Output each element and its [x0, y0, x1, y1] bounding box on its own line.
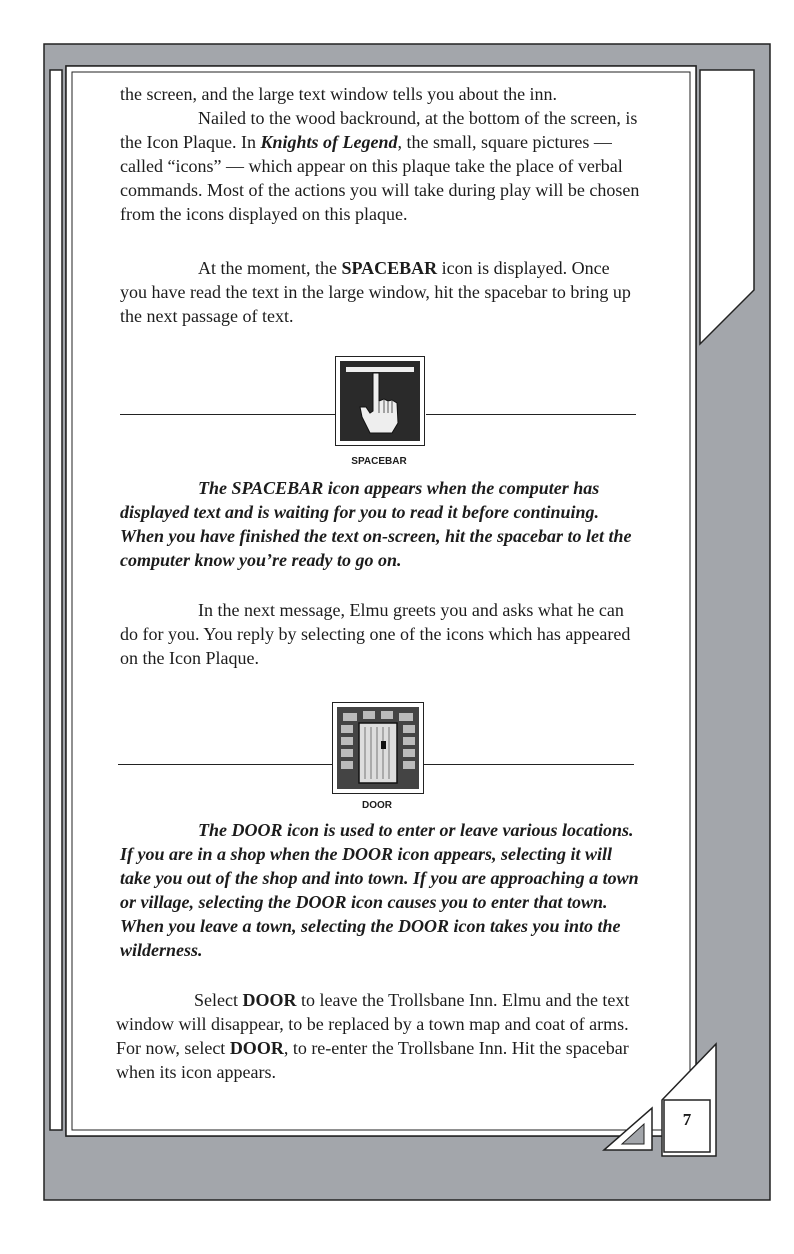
door-picture-icon	[337, 707, 419, 789]
para4-text: In the next message, Elmu greets you and asks what he can do for you. You reply by selecting one of the icons which has appeared on the Icon Plaque.	[120, 600, 631, 668]
para3-c: icon is displayed. Once you have read the text in the large window, hit the spacebar to bring up the next passage of text.	[120, 258, 631, 326]
para1-text: the screen, and the large text window tells you about the inn.	[120, 84, 558, 104]
frame-bottom-left-bevel	[50, 70, 62, 1130]
paragraph-3	[120, 256, 640, 328]
spacebar-rule-right	[426, 414, 636, 415]
door-note-text: The DOOR icon is used to enter or leave various locations. If you are in a shop when the DOOR icon appears, selecting it will take you out of the shop and into town. If you are approaching a town or village, selecting the DOOR icon causes you to enter that town. When you leave a town, selecting the DOOR icon takes you into the wilderness.	[120, 820, 639, 960]
para2-a: Nailed to the wood backround, at the bottom of the screen, is the Icon Plaque. In	[120, 108, 638, 152]
door-caption: DOOR	[362, 800, 392, 811]
spacebar-note-text: The SPACEBAR icon appears when the computer has displayed text and is waiting for you to read it before continuing. When you have finished the text on-screen, hit the spacebar to let the computer know you’re ready to go on.	[120, 478, 632, 570]
para5-door-1: DOOR	[242, 990, 297, 1010]
para2-title: Knights of Legend	[260, 132, 398, 152]
para5-door-2: DOOR	[229, 1038, 284, 1058]
para5-a: Select	[194, 990, 243, 1010]
page-number: 7	[682, 1110, 692, 1129]
para5-c: to leave the Trollsbane Inn. Elmu and the text window will disappear, to be replaced by a town map and coat of arms. For now, select	[116, 990, 630, 1058]
door-note	[120, 818, 640, 962]
spacebar-icon	[335, 356, 425, 446]
spacebar-note	[120, 476, 640, 572]
spacebar-rule-left	[120, 414, 336, 415]
paragraph-4	[120, 598, 640, 670]
paragraph-5	[116, 988, 636, 1084]
spacebar-caption: SPACEBAR	[351, 456, 407, 467]
paragraph-2	[120, 106, 640, 226]
hand-pointer-icon	[340, 361, 420, 441]
paragraph-1	[120, 82, 640, 106]
door-icon	[332, 702, 424, 794]
para3-a: At the moment, the	[198, 258, 342, 278]
door-rule-right	[424, 764, 634, 765]
para5-e: , to re-enter the Trollsbane Inn. Hit the spacebar when its icon appears.	[116, 1038, 629, 1082]
para3-spacebar: SPACEBAR	[341, 258, 438, 278]
door-rule-left	[118, 764, 332, 765]
para2-c: , the small, square pictures — called “icons” — which appear on this plaque take the place of verbal commands. Most of the actions you will take during play will be chosen from the icons displayed on this plaque.	[120, 132, 640, 224]
